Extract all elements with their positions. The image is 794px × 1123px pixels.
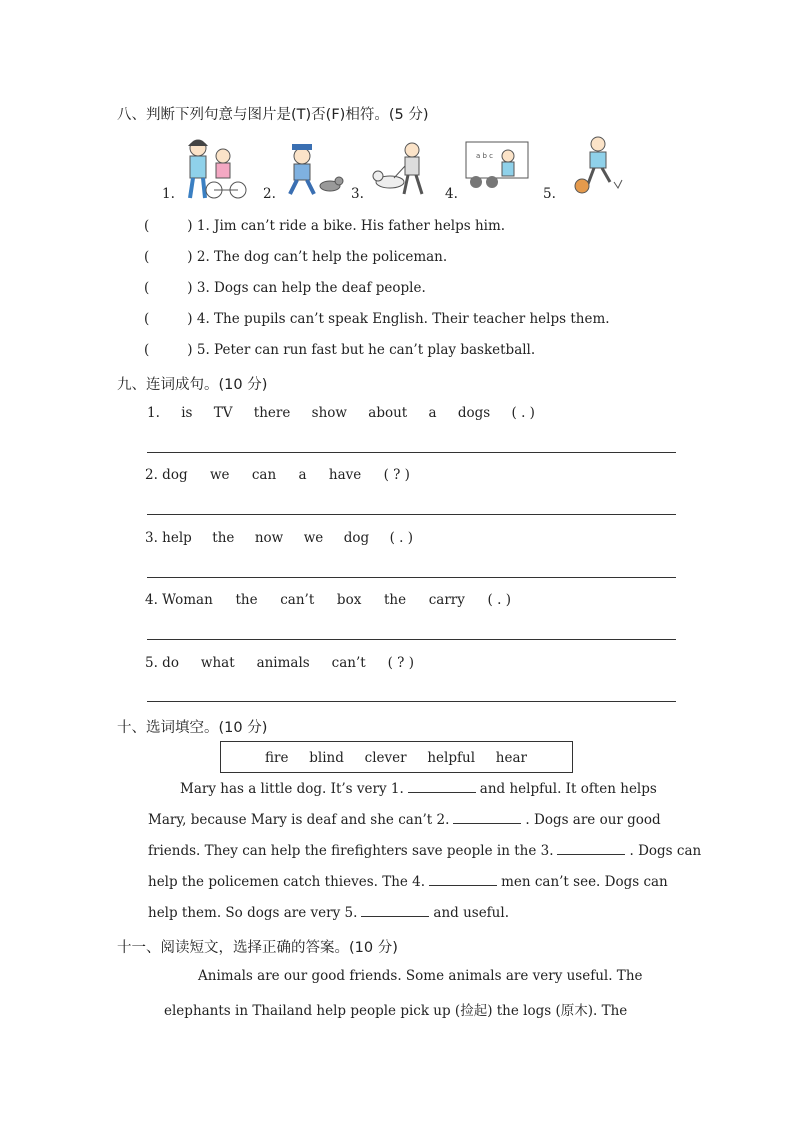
scrambled-words: 5. do what animals can’t ( ? ) bbox=[145, 655, 414, 671]
answer-bracket[interactable]: ( bbox=[144, 249, 150, 265]
statement-row: ( ) 2. The dog can’t help the policeman. bbox=[144, 249, 448, 265]
statement-text: 2. The dog can’t help the policeman. bbox=[196, 249, 448, 265]
pic-number-3: 3. bbox=[351, 186, 364, 202]
section11-heading: 十一、阅读短文，选择正确的答案。(10 分) bbox=[117, 940, 398, 956]
answer-line[interactable] bbox=[147, 639, 676, 640]
word-bank-box bbox=[220, 741, 573, 773]
word-bank-item: helpful bbox=[427, 750, 476, 766]
answer-bracket[interactable]: ( bbox=[144, 280, 150, 296]
pic-number-5: 5. bbox=[543, 186, 556, 202]
answer-bracket[interactable]: ( bbox=[144, 218, 150, 234]
statement-text: 5. Peter can run fast but he can’t play basketball. bbox=[196, 342, 536, 358]
section8-heading: 八、判断下列句意与图片是(T)否(F)相符。(5 分) bbox=[117, 107, 429, 123]
reading-passage-line: Animals are our good friends. Some animals are very useful. The bbox=[198, 968, 643, 984]
policeman-dog-illustration bbox=[282, 140, 344, 196]
scrambled-words: 1. is TV there show about a dogs ( . ) bbox=[147, 405, 535, 421]
statement-row: ( ) 1. Jim can’t ride a bike. His father helps him. bbox=[144, 218, 506, 234]
section10-heading: 十、选词填空。(10 分) bbox=[117, 720, 268, 736]
scrambled-words: 3. help the now we dog ( . ) bbox=[145, 530, 413, 546]
fill-blank-4[interactable] bbox=[429, 874, 497, 886]
statement-text: 1. Jim can’t ride a bike. His father helps him. bbox=[196, 218, 506, 234]
pic-number-2: 2. bbox=[263, 186, 276, 202]
father-child-bike-illustration bbox=[178, 134, 248, 200]
statement-row: ( ) 5. Peter can run fast but he can’t play basketball. bbox=[144, 342, 536, 358]
word-bank-item: clever bbox=[364, 750, 407, 766]
answer-bracket[interactable]: ( bbox=[144, 342, 150, 358]
answer-line[interactable] bbox=[147, 701, 676, 702]
scrambled-words: 4. Woman the can’t box the carry ( . ) bbox=[145, 592, 511, 608]
reading-passage-line: elephants in Thailand help people pick up (捡起) the logs (原木). The bbox=[164, 1003, 628, 1019]
statement-text: 4. The pupils can’t speak English. Their teacher helps them. bbox=[196, 311, 610, 327]
pic-number-1: 1. bbox=[162, 186, 175, 202]
passage-line: friends. They can help the firefighters save people in the 3. . Dogs can bbox=[148, 843, 702, 859]
word-bank-item: hear bbox=[495, 750, 527, 766]
section9-heading: 九、连词成句。(10 分) bbox=[117, 377, 268, 393]
passage-line: help the policemen catch thieves. The 4. men can’t see. Dogs can bbox=[148, 874, 668, 890]
word-bank-item: fire bbox=[265, 750, 289, 766]
fill-blank-5[interactable] bbox=[361, 905, 429, 917]
pic-number-4: 4. bbox=[445, 186, 458, 202]
fill-blank-1[interactable] bbox=[408, 781, 476, 793]
statement-text: 3. Dogs can help the deaf people. bbox=[196, 280, 426, 296]
word-bank-words bbox=[265, 750, 527, 766]
answer-line[interactable] bbox=[147, 452, 676, 453]
answer-bracket[interactable]: ( bbox=[144, 311, 150, 327]
guide-dog-blind-man-illustration bbox=[370, 140, 432, 196]
statement-row: ( ) 4. The pupils can’t speak English. Their teacher helps them. bbox=[144, 311, 610, 327]
scrambled-words: 2. dog we can a have ( ? ) bbox=[145, 467, 410, 483]
passage-line: Mary has a little dog. It’s very 1. and helpful. It often helps bbox=[180, 781, 657, 797]
answer-line[interactable] bbox=[147, 514, 676, 515]
answer-line[interactable] bbox=[147, 577, 676, 578]
word-bank-item: blind bbox=[309, 750, 344, 766]
fill-blank-2[interactable] bbox=[453, 812, 521, 824]
fill-blank-3[interactable] bbox=[557, 843, 625, 855]
svg-text:a b c: a b c bbox=[476, 152, 494, 160]
passage-line: Mary, because Mary is deaf and she can’t 2. . Dogs are our good bbox=[148, 812, 661, 828]
boy-basketball-illustration bbox=[574, 134, 624, 196]
classroom-teacher-illustration bbox=[464, 140, 532, 192]
statement-row: ( ) 3. Dogs can help the deaf people. bbox=[144, 280, 426, 296]
passage-line: help them. So dogs are very 5. and useful. bbox=[148, 905, 509, 921]
